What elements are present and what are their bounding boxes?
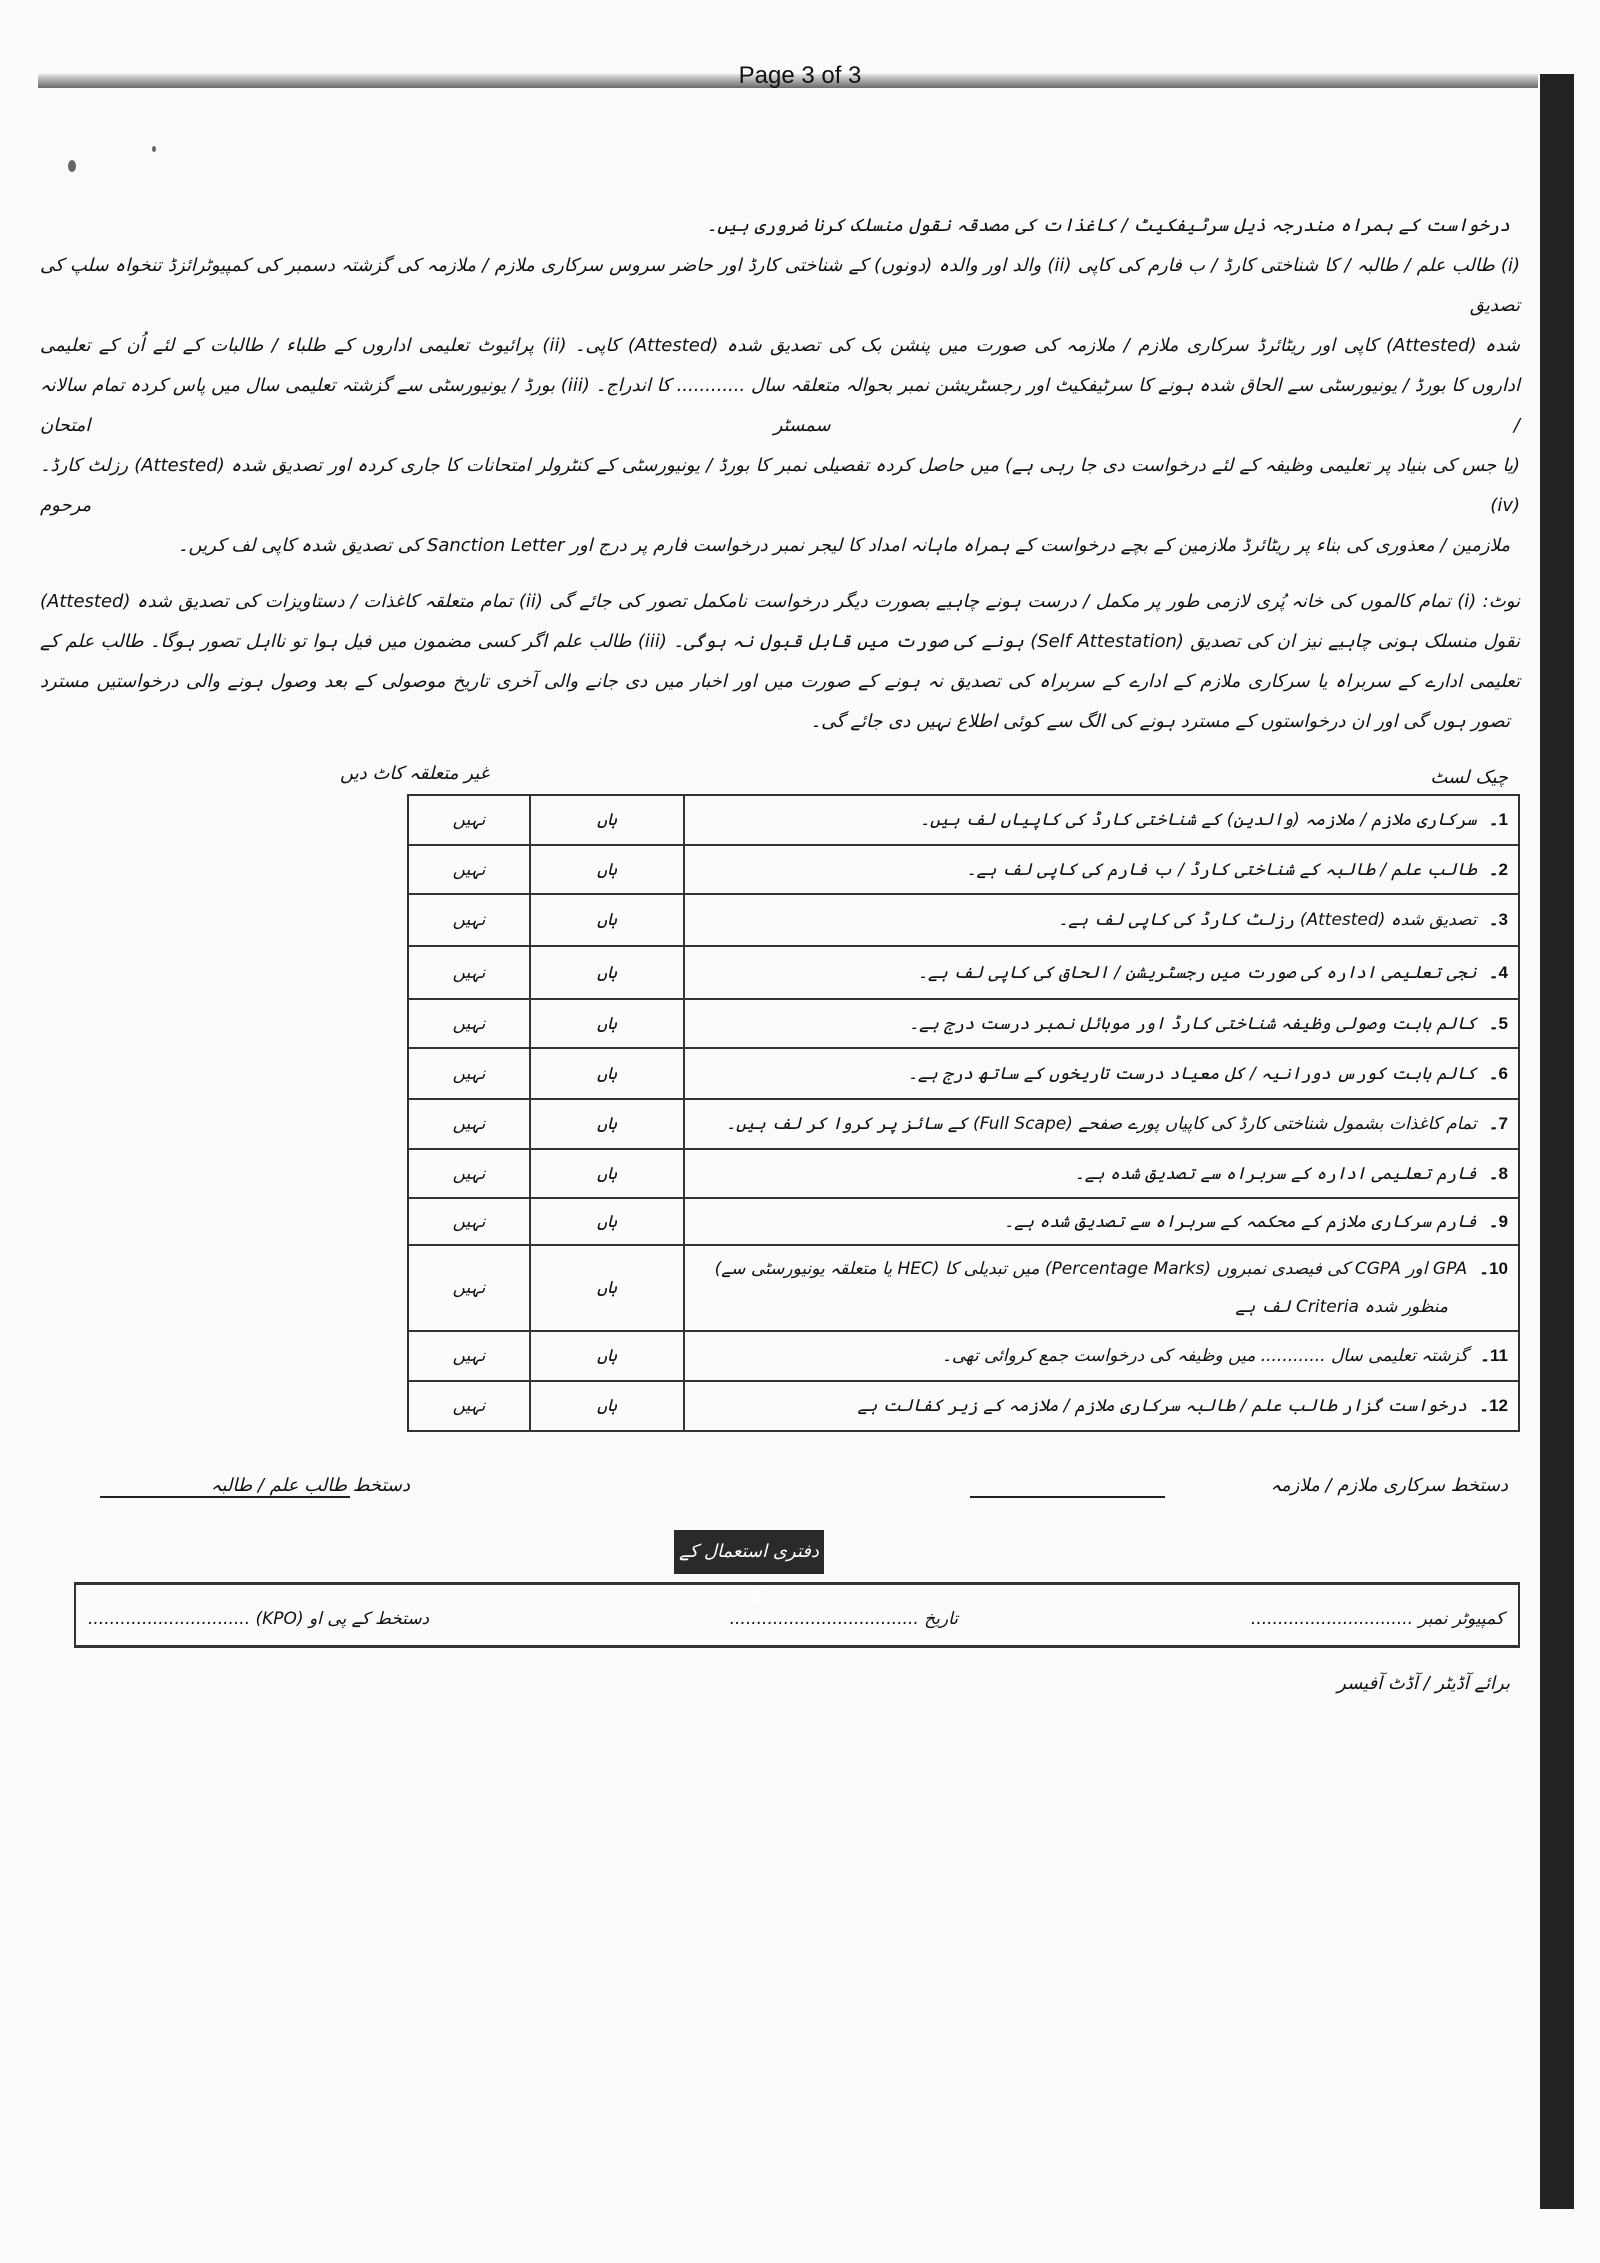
checklist-strike-note: غیر متعلقہ کاٹ دیں [340,763,490,784]
checklist-item-text [684,1048,1519,1099]
checklist-item-text [684,1381,1519,1431]
checklist-item-text [684,1198,1519,1245]
yes-option[interactable]: ہاں [530,845,684,894]
checklist-item-text [684,1245,1519,1331]
no-option[interactable]: نہیں [408,1099,530,1149]
checklist-item-text [684,1149,1519,1198]
item-number: 8۔ [1488,1163,1508,1183]
item-number: 2۔ [1488,859,1508,879]
office-use-header [40,1530,1520,1606]
item-text-continued: منظور شدہ Criteria لف ہے [1235,1297,1448,1317]
checklist-item-text [684,1331,1519,1381]
yes-option[interactable]: ہاں [530,1331,684,1381]
yes-option[interactable]: ہاں [530,1099,684,1149]
checklist-row [408,795,1519,845]
yes-option[interactable]: ہاں [530,946,684,999]
item-number: 3۔ [1488,910,1508,929]
yes-option[interactable]: ہاں [530,1381,684,1431]
checklist-row [408,1048,1519,1099]
checklist-row [408,1245,1519,1331]
intro-section [40,206,1520,566]
signature-row [40,1466,1520,1526]
no-option[interactable]: نہیں [408,1331,530,1381]
employee-signature-line[interactable] [970,1496,1165,1498]
no-option[interactable]: نہیں [408,845,530,894]
student-signature-line[interactable] [100,1496,350,1498]
item-number: 4۔ [1488,962,1508,982]
office-use-box [74,1582,1520,1648]
scan-speck [68,160,76,172]
item-text: کالم بابت کورس دورانیہ / کل معیاد درست تاریخوں کے ساتھ درج ہے۔ [907,1063,1477,1084]
item-text: تصدیق شدہ (Attested) رزلٹ کارڈ کی کاپی لف ہے۔ [1058,910,1477,930]
item-number: 11۔ [1480,1346,1508,1365]
checklist-row [408,1331,1519,1381]
no-option[interactable]: نہیں [408,946,530,999]
item-text: فارم تعلیمی ادارہ کے سربراہ سے تصدیق شدہ ہے۔ [1074,1163,1477,1184]
page-label: Page 3 of 3 [738,62,862,89]
item-text: GPA اور CGPA کی فیصدی نمبروں (Percentage Marks) میں تبدیلی کا (HEC یا متعلقہ یونیورسٹی سے) [714,1259,1468,1279]
item-text: فارم سرکاری ملازم کے محکمہ کے سربراہ سے تصدیق شدہ ہے۔ [1004,1211,1477,1232]
yes-option[interactable]: ہاں [530,1048,684,1099]
item-number: 12۔ [1479,1396,1508,1415]
note-line: تصور ہوں گی اور ان درخواستوں کے مسترد ہونے کی الگ سے کوئی اطلاع نہیں دی جائے گی۔ [810,711,1510,732]
auditor-label: برائے آڈیٹر / آڈٹ آفیسر [1337,1673,1510,1694]
student-signature-label: دستخط طالب علم / طالبہ [210,1475,410,1496]
yes-option[interactable]: ہاں [530,795,684,845]
note-line: نوٹ: (i) تمام کالموں کی خانہ پُری لازمی طور پر مکمل / درست ہونے چاہیے بصورت دیگر درخواست نامکمل تصور کی جائے گی (ii) تمام متعلقہ کاغذات / دستاویزات کی تصدیق شدہ (Attested) [40,591,1521,612]
scan-speck [152,146,156,152]
intro-line: شدہ (Attested) کاپی اور ریٹائرڈ سرکاری ملازم / ملازمہ کی صورت میں پنشن بک کی تصدیق شدہ (Attested) کاپی۔ (ii) پرائیوٹ تعلیمی اداروں کے طلباء / طالبات کے لئے اُن کے تعلیمی [40,335,1520,356]
checklist-item-text [684,894,1519,946]
scan-right-edge [1540,74,1574,2209]
checklist-item-text [684,999,1519,1048]
office-use-label: دفتری استعمال کے لئے [674,1530,824,1574]
item-number: 9۔ [1488,1211,1508,1231]
no-option[interactable]: نہیں [408,795,530,845]
no-option[interactable]: نہیں [408,894,530,946]
intro-line: ملازمین / معذوری کی بناء پر ریٹائرڈ ملازمین کے بچے درخواست کے ہمراہ ماہانہ امداد کا لیجر نمبر درخواست فارم پر درج اور Sanction Letter کی تصدیق شدہ کاپی لف کریں۔ [177,535,1510,556]
item-number: 10۔ [1479,1259,1508,1278]
page-content [40,206,1520,1704]
checklist-item-text [684,795,1519,845]
note-line: تعلیمی ادارے کے سربراہ یا سرکاری ملازم کے ادارے کے سربراہ کی تصدیق نہ ہونے کے صورت میں اور اخبار میں دی جانے والی آخری تاریخ موصولی کے بعد وصول ہونے والی درخواستیں مسترد [40,671,1520,692]
checklist-row [408,1149,1519,1198]
yes-option[interactable]: ہاں [530,894,684,946]
item-text: گزشتہ تعلیمی سال ............ میں وظیفہ کی درخواست جمع کروائی تھی۔ [941,1346,1469,1366]
item-text: درخواست گزار طالب علم / طالبہ سرکاری ملازم / ملازمہ کے زیر کفالت ہے [857,1396,1468,1416]
employee-signature-label: دستخط سرکاری ملازم / ملازمہ [1270,1475,1508,1496]
checklist-row [408,1099,1519,1149]
intro-heading: درخواست کے ہمراہ مندرجہ ذیل سرٹیفکیٹ / کاغذات کی مصدقہ نقول منسلک کرنا ضروری ہیں۔ [706,215,1510,236]
item-number: 5۔ [1488,1013,1508,1033]
yes-option[interactable]: ہاں [530,999,684,1048]
yes-option[interactable]: ہاں [530,1198,684,1245]
note-line: نقول منسلک ہونی چاہیے نیز ان کی تصدیق (Self Attestation) ہونے کی صورت میں قابل قبول نہ ہوگی۔ (iii) طالب علم اگر کسی مضمون میں فیل ہوا تو نااہل تصور ہوگا۔ طالب علم کے [40,631,1520,652]
date-field[interactable]: تاریخ ................................... [729,1609,958,1629]
item-text: سرکاری ملازم / ملازمہ (والدین) کے شناختی کارڈ کی کاپیاں لف ہیں۔ [920,810,1477,830]
checklist-item-text [684,1099,1519,1149]
item-text: طالب علم / طالبہ کے شناختی کارڈ / ب فارم کی کاپی لف ہے۔ [966,859,1477,880]
checklist-item-text [684,946,1519,999]
no-option[interactable]: نہیں [408,1198,530,1245]
checklist-row [408,894,1519,946]
no-option[interactable]: نہیں [408,1381,530,1431]
kpo-signature-field[interactable]: دستخط کے پی او (KPO) .............................. [88,1609,430,1629]
yes-option[interactable]: ہاں [530,1149,684,1198]
intro-line: اداروں کا بورڈ / یونیورسٹی سے الحاق شدہ ہونے کا سرٹیفکیٹ اور رجسٹریشن نمبر بحوالہ متعلقہ سال ............ کا اندراج۔ (iii) بورڈ / یونیورسٹی سے گزشتہ تعلیمی سال میں پاس کردہ تمام سالانہ / سمسٹر امتحان [40,375,1520,436]
item-number: 6۔ [1488,1063,1508,1083]
intro-line: (i) طالب علم / طالبہ / کا شناختی کارڈ / ب فارم کی کاپی (ii) والد اور والدہ (دونوں) کے شناختی کارڈ اور حاضر سروس سرکاری ملازم / ملازمہ کی گزشتہ دسمبر کی کمپیوٹرائزڈ تنخواہ سلپ کی تصدیق [40,255,1520,316]
no-option[interactable]: نہیں [408,1149,530,1198]
item-number: 7۔ [1488,1114,1508,1133]
item-text: نجی تعلیمی ادارہ کی صورت میں رجسٹریشن / الحاق کی کاپی لف ہے۔ [917,962,1477,983]
intro-line: (یا جس کی بنیاد پر تعلیمی وظیفہ کے لئے درخواست دی جا رہی ہے) میں حاصل کردہ تفصیلی نمبر کا بورڈ / یونیورسٹی کے کنٹرولر امتحانات کا جاری کردہ اور تصدیق شدہ (Attested) رزلٹ کارڈ۔ (iv) مرحوم [40,455,1520,516]
computer-number-field[interactable]: کمپیوٹر نمبر .............................. [1250,1609,1504,1629]
note-section [40,582,1520,742]
checklist-row [408,999,1519,1048]
no-option[interactable]: نہیں [408,1245,530,1331]
checklist-row [408,845,1519,894]
item-text: کالم بابت وصولی وظیفہ شناختی کارڈ اور موبائل نمبر درست درج ہے۔ [909,1013,1477,1034]
checklist-item-text [684,845,1519,894]
checklist-table [407,794,1520,1432]
checklist-row [408,946,1519,999]
yes-option[interactable]: ہاں [530,1245,684,1331]
item-text: تمام کاغذات بشمول شناختی کارڈ کی کاپیاں پورے صفحے (Full Scape) کے سائز پر کروا کر لف ہیں۔ [726,1114,1477,1134]
checklist-row [408,1198,1519,1245]
checklist-header [40,758,1520,794]
item-number: 1۔ [1488,810,1508,829]
checklist-row [408,1381,1519,1431]
checklist-title: چیک لسٹ [1430,767,1508,788]
no-option[interactable]: نہیں [408,1048,530,1099]
no-option[interactable]: نہیں [408,999,530,1048]
